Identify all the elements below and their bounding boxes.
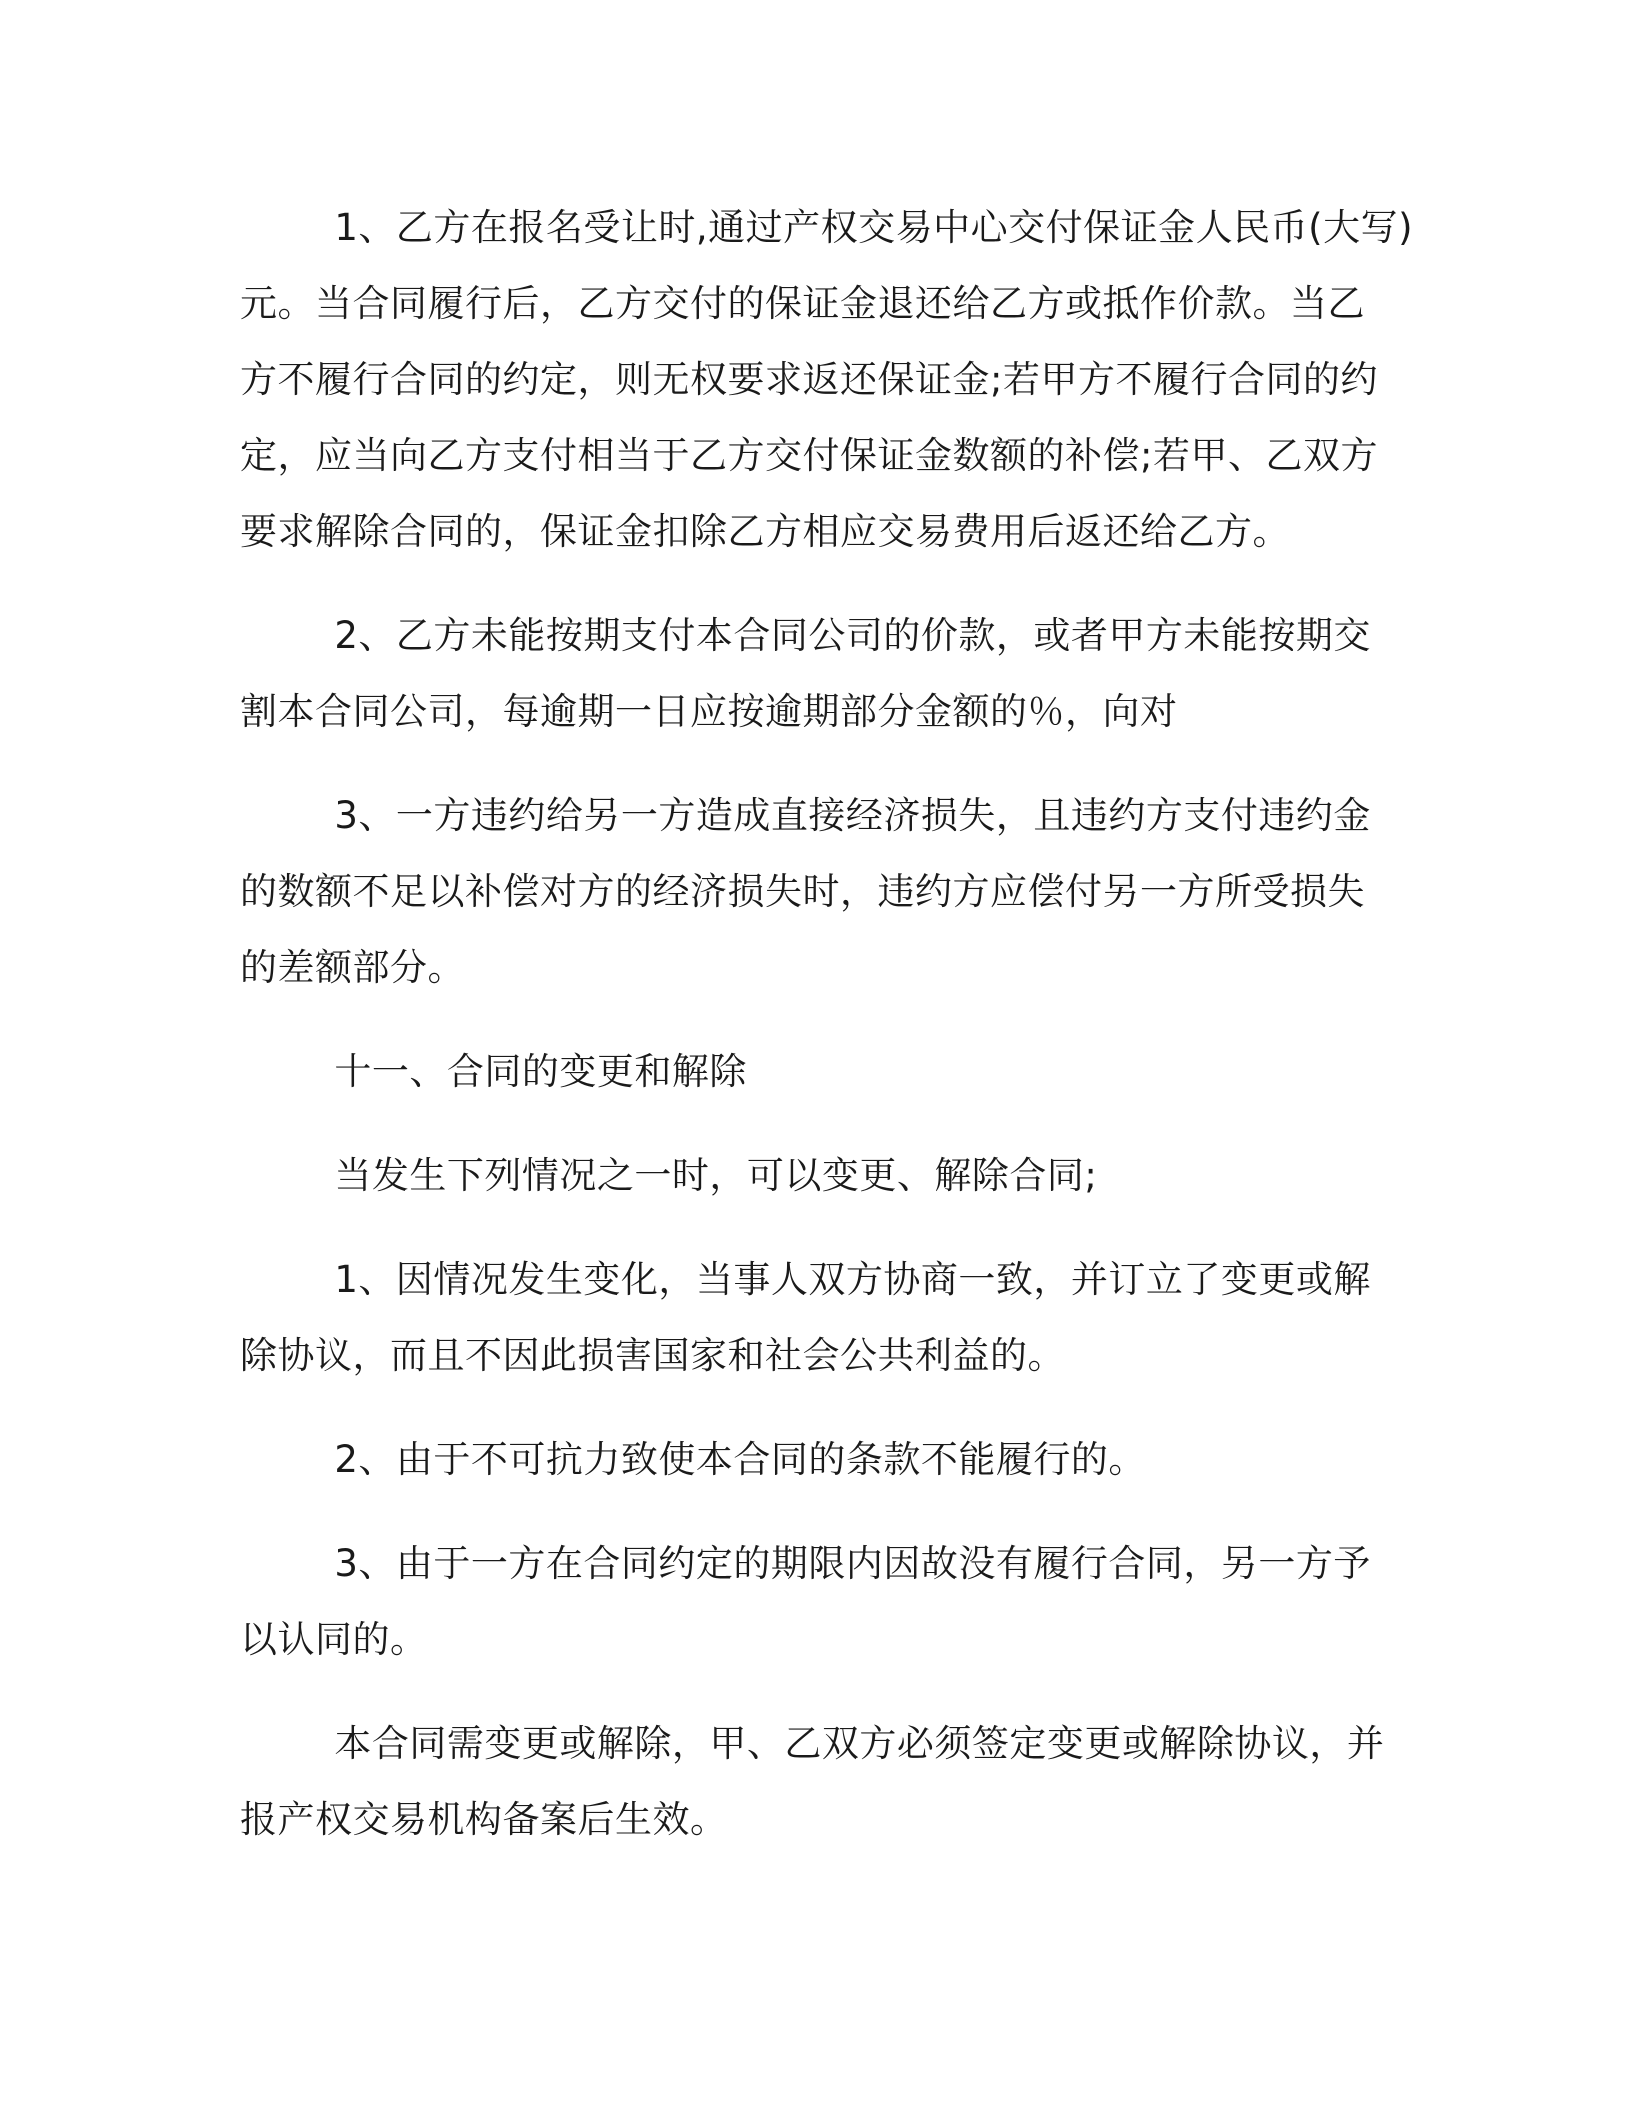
text-line: 2、乙方未能按期支付本合同公司的价款，或者甲方未能按期交 [334,614,1371,657]
text-line: 的差额部分。 [240,946,465,989]
document-body [240,190,1414,1886]
paragraph-change-condition-3 [240,1526,1395,1678]
text-line: 十一、合同的变更和解除 [334,1050,747,1093]
text-line: 的数额不足以补偿对方的经济损失时，违约方应偿付另一方所受损失 [240,870,1365,913]
paragraph-change-agreement [240,1706,1395,1858]
text-line: 割本合同公司，每逾期一日应按逾期部分金额的％，向对 [240,690,1178,733]
paragraph-change-condition-1 [240,1242,1395,1394]
paragraph-deposit-clause [240,190,1414,570]
paragraph-late-payment-clause [240,598,1395,750]
text-line: 以认同的。 [240,1618,428,1661]
text-line: 报产权交易机构备案后生效。 [240,1798,728,1841]
paragraph-damages-clause [240,778,1395,1006]
paragraph-change-conditions-intro [240,1138,1395,1214]
text-line: 3、一方违约给另一方造成直接经济损失，且违约方支付违约金 [334,794,1371,837]
text-line: 2、由于不可抗力致使本合同的条款不能履行的。 [334,1438,1146,1481]
section-heading-contract-change [240,1034,1395,1110]
text-line: 除协议，而且不因此损害国家和社会公共利益的。 [240,1334,1065,1377]
text-line: 方不履行合同的约定，则无权要求返还保证金;若甲方不履行合同的约 [240,358,1378,401]
text-line: 1、乙方在报名受让时,通过产权交易中心交付保证金人民币(大写) [334,206,1414,249]
text-line: 元。当合同履行后，乙方交付的保证金退还给乙方或抵作价款。当乙 [240,282,1365,325]
text-line: 本合同需变更或解除，甲、乙双方必须签定变更或解除协议，并 [334,1722,1385,1765]
text-line: 要求解除合同的，保证金扣除乙方相应交易费用后返还给乙方。 [240,510,1290,553]
text-line: 3、由于一方在合同约定的期限内因故没有履行合同，另一方予 [334,1542,1371,1585]
text-line: 当发生下列情况之一时，可以变更、解除合同; [334,1154,1098,1197]
text-line: 1、因情况发生变化，当事人双方协商一致，并订立了变更或解 [334,1258,1371,1301]
paragraph-change-condition-2 [240,1422,1395,1498]
text-line: 定，应当向乙方支付相当于乙方交付保证金数额的补偿;若甲、乙双方 [240,434,1378,477]
